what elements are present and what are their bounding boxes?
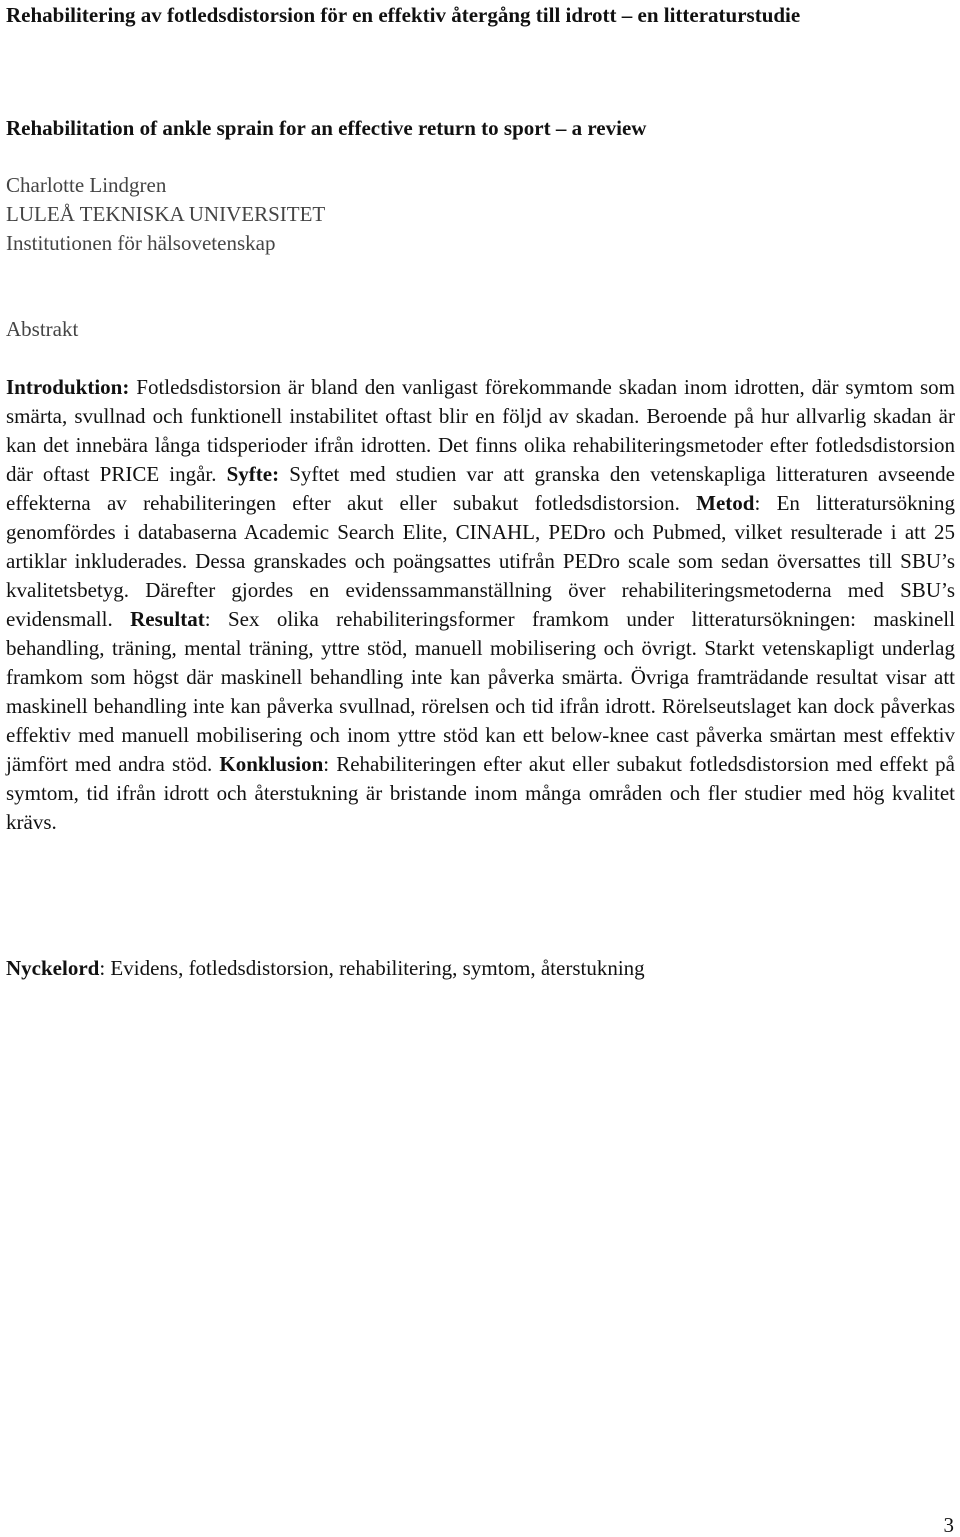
author-name: Charlotte Lindgren <box>6 173 167 197</box>
keywords <box>6 954 946 983</box>
page-number: 3 <box>943 1513 954 1537</box>
method-text: : En litteratursökning genomfördes i databaserna Academic Search Elite, CINAHL, PEDro och Pubmed, vilket resulterade i att 25 artiklar inkluderades. Dessa granskades och poängsattes utifrån PEDro scale som sedan översattes till SBU’s kvalitetsbetyg. Därefter gjordes en evidenssammanställning över rehabiliteringsmetoderna med SBU’s evidensmall. <box>6 491 955 631</box>
document-title-swedish: Rehabilitering av fotledsdistorsion för en effektiv återgång till idrott – en litteraturstudie <box>6 3 801 27</box>
university-name: LULEÅ TEKNISKA UNIVERSITET <box>6 202 326 226</box>
conclusion-text: : Rehabiliteringen efter akut eller subakut fotledsdistorsion med effekt på symtom, tid ifrån idrott och återstukning är bristande inom många områden och fler studier med hög kvalitet krävs. <box>6 752 955 834</box>
method-label: Metod <box>696 491 755 515</box>
intro-label: Introduktion: <box>6 375 130 399</box>
abstract-body <box>6 373 955 837</box>
abstract-heading: Abstrakt <box>6 317 79 341</box>
author-block <box>6 171 906 258</box>
aim-label: Syfte: <box>226 462 280 486</box>
keywords-label: Nyckelord <box>6 956 100 980</box>
department-name: Institutionen för hälsovetenskap <box>6 231 276 255</box>
keywords-text: : Evidens, fotledsdistorsion, rehabilitering, symtom, återstukning <box>99 956 645 980</box>
intro-text: Fotledsdistorsion är bland den vanligast förekommande skadan inom idrotten, där symtom som smärta, svullnad och funktionell instabilitet oftast blir en följd av skadan. Beroende på hur allvarlig skadan är kan det innebära långa tidsperioder ifrån idrotten. Det finns olika rehabiliteringsmetoder efter fotledsdistorsion där oftast PRICE ingår. <box>6 375 955 486</box>
results-label: Resultat <box>130 607 205 631</box>
conclusion-label: Konklusion <box>219 752 324 776</box>
results-text: : Sex olika rehabiliteringsformer framkom under litteratursökningen: maskinell behandling, träning, mental träning, yttre stöd, manuell mobilisering och övrigt. Starkt vetenskapligt underlag framkom som högst där maskinell behandling inte kan påverka smärta. Övriga framträdande resultat visar att maskinell behandling inte kan påverka svullnad, rörelsen och tid ifrån idrott. Rörelseutslaget kan dock påverkas effektiv med manuell mobilisering och inom yttre stöd kan ett below-knee cast påverka smärtan mest effektiv jämfört med andra stöd. <box>6 607 955 776</box>
document-title-english: Rehabilitation of ankle sprain for an effective return to sport – a review <box>6 116 647 140</box>
aim-text: Syftet med studien var att granska den vetenskapliga litteraturen avseende effekterna av rehabiliteringen efter akut eller subakut fotledsdistorsion. <box>6 462 955 515</box>
